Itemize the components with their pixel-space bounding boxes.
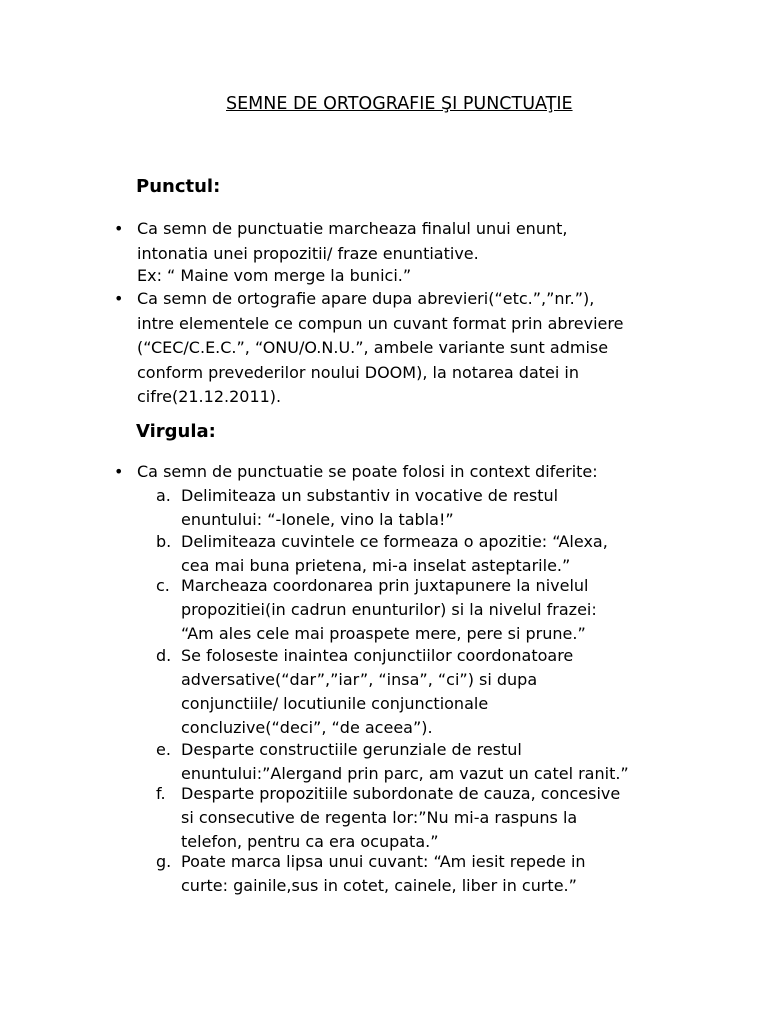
bullet-text [137,460,697,485]
text-line: conform prevederilor noului DOOM), la notarea datei in [137,362,579,382]
document-title: SEMNE DE ORTOGRAFIE ŞI PUNCTUAŢIE [226,94,573,114]
text-line: Se foloseste inaintea conjunctiilor coordonatoare [181,646,574,665]
text-line: curte: gainile,sus in cotet, cainele, liber in curte.” [181,876,577,895]
text-line: Desparte constructiile gerunziale de restul [181,740,522,759]
list-marker: f. [156,784,166,803]
text-line: conjunctiile/ locutiunile conjunctionale [181,694,489,713]
list-marker: b. [156,532,172,551]
text-line: Marcheaza coordonarea prin juxtapunere la nivelul [181,576,589,595]
text-line: enuntului: “-Ionele, vino la tabla!” [181,510,454,529]
text-line: telefon, pentru ca era ocupata.” [181,832,439,851]
list-marker: c. [156,576,170,595]
text-line: concluzive(“deci”, “de aceea”). [181,718,433,737]
text-line: cea mai buna prietena, mi-a inselat asteptarile.” [181,556,571,575]
text-line: intonatia unei propozitii/ fraze enuntiative. [137,243,479,263]
text-line: Delimiteaza cuvintele ce formeaza o apozitie: “Alexa, [181,532,608,551]
text-line: “Am ales cele mai proaspete mere, pere si prune.” [181,624,586,643]
section-heading-virgula: Virgula: [136,421,216,442]
bullet-icon: • [114,289,124,308]
list-marker: a. [156,486,171,505]
text-line: Ca semn de ortografie apare dupa abrevieri(“etc.”,”nr.”), [137,289,595,308]
text-line: Desparte propozitiile subordonate de cauza, concesive [181,784,621,803]
text-line: Poate marca lipsa unui cuvant: “Am iesit repede in [181,852,586,871]
text-line: cifre(21.12.2011). [137,387,282,406]
bullet-icon: • [114,462,124,481]
text-line: (“CEC/C.E.C.”, “ONU/O.N.U.”, ambele variante sunt admise [137,338,609,357]
bullet-text [137,217,697,286]
text-line: si consecutive de regenta lor:”Nu mi-a raspuns la [181,808,578,827]
text-line: Delimiteaza un substantiv in vocative de restul [181,486,559,505]
bullet-icon: • [114,219,124,238]
list-marker: e. [156,740,171,759]
text-line: intre elementele ce compun un cuvant format prin abreviere [137,313,624,333]
text-line: enuntului:”Alergand prin parc, am vazut un catel ranit.” [181,764,629,783]
text-line: Ca semn de punctuatie se poate folosi in context diferite: [137,462,598,481]
section-heading-punctul: Punctul: [136,176,221,197]
bullet-text [137,287,697,410]
text-line: Ca semn de punctuatie marcheaza finalul unui enunt, [137,219,568,238]
text-line: propozitiei(in cadrun enunturilor) si la nivelul frazei: [181,600,597,619]
text-line: Ex: “ Maine vom merge la bunici.” [137,266,412,285]
list-marker: d. [156,646,172,665]
text-line: adversative(“dar”,”iar”, “insa”, “ci”) si dupa [181,670,538,689]
list-marker: g. [156,852,172,871]
